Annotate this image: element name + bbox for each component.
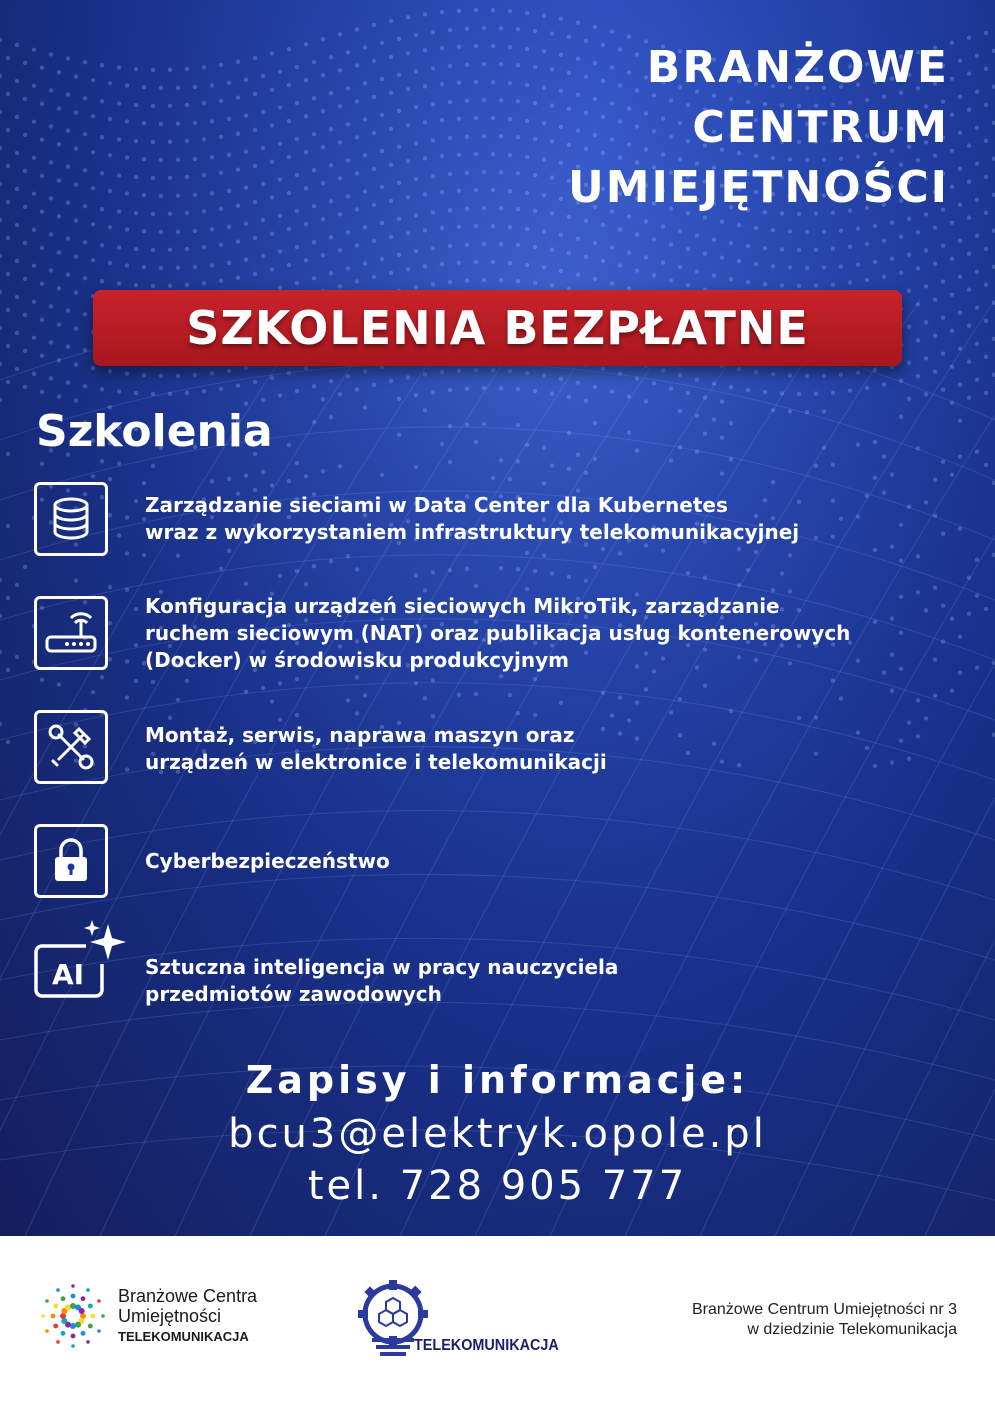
text-line: urządzeń w elektronice i telekomunikacji <box>145 750 607 774</box>
text-line: Zarządzanie sieciami w Data Center dla Kubernetes <box>145 493 728 517</box>
training-description <box>145 848 390 875</box>
training-description <box>145 722 607 776</box>
title-line: UMIEJĘTNOŚCI <box>568 162 949 213</box>
database-icon <box>34 482 108 556</box>
text-line: (Docker) w środowisku produkcyjnym <box>145 648 570 672</box>
logo-subline: TELEKOMUNIKACJA <box>118 1329 249 1344</box>
bcu-starburst-logo-icon <box>38 1280 108 1352</box>
router-icon <box>34 596 108 670</box>
text-line: Sztuczna inteligencja w pracy nauczyciela <box>145 955 619 979</box>
contact-heading: Zapisy i informacje: <box>245 1058 750 1102</box>
text-line: Cyberbezpieczeństwo <box>145 849 390 873</box>
text-line: ruchem sieciowym (NAT) oraz publikacja usług kontenerowych <box>145 621 851 645</box>
logo-line: Umiejętności <box>118 1306 222 1326</box>
text-line: wraz z wykorzystaniem infrastruktury telekomunikacyjnej <box>145 520 800 544</box>
title-line: CENTRUM <box>692 102 949 153</box>
lock-icon <box>34 824 108 898</box>
text-line: Konfiguracja urządzeń sieciowych MikroTik, zarządzanie <box>145 594 780 618</box>
training-item <box>34 710 964 790</box>
footer-line: w dziedzinie Telekomunikacja <box>747 1321 957 1338</box>
training-item <box>34 940 964 1020</box>
training-description <box>145 593 850 674</box>
title-line: BRANŻOWE <box>646 42 949 93</box>
footer-center-name <box>692 1300 957 1340</box>
telekomunikacja-logo-text: TELEKOMUNIKACJA <box>414 1337 559 1354</box>
training-item <box>34 824 964 904</box>
bcu-logo-text <box>118 1286 257 1348</box>
svg-text:AI: AI <box>52 958 85 991</box>
footer-line: Branżowe Centrum Umiejętności nr 3 <box>692 1301 957 1318</box>
training-item <box>34 482 964 562</box>
logo-line: Branżowe Centra <box>118 1286 258 1306</box>
tools-icon <box>34 710 108 784</box>
ai-icon <box>34 940 108 1014</box>
text-line: przedmiotów zawodowych <box>145 982 442 1006</box>
footer <box>0 1236 995 1406</box>
training-description <box>145 954 618 1008</box>
text-line: Montaż, serwis, naprawa maszyn oraz <box>145 723 575 747</box>
contact-email[interactable]: bcu3@elektryk.opole.pl <box>228 1111 767 1157</box>
training-description <box>145 492 799 546</box>
training-item <box>34 596 964 676</box>
trainings-heading: Szkolenia <box>36 406 273 457</box>
free-training-banner: SZKOLENIA BEZPŁATNE <box>93 290 902 366</box>
page-title <box>568 38 949 218</box>
contact-phone[interactable]: tel. 728 905 777 <box>307 1163 688 1209</box>
